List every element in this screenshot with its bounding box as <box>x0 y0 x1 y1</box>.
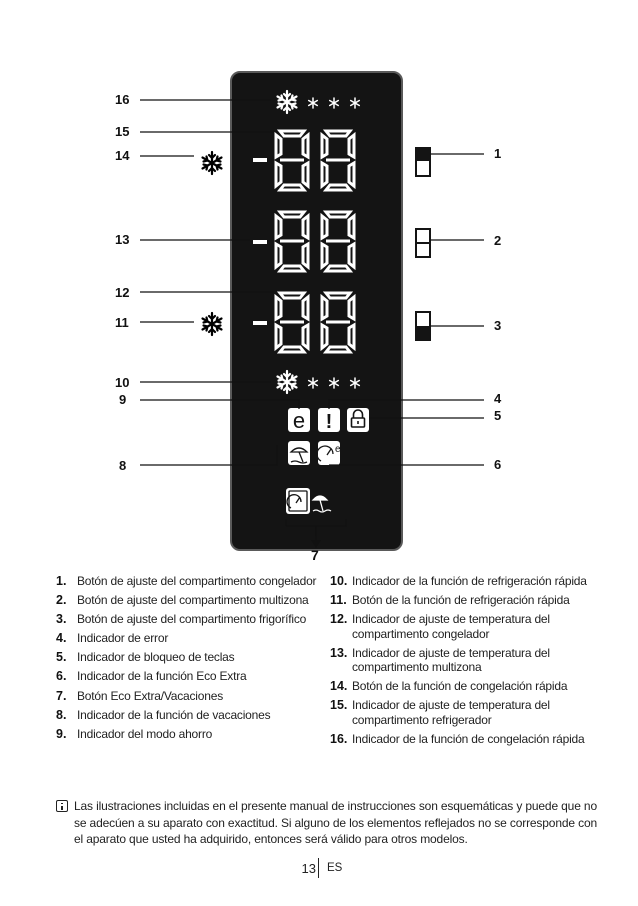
legend-number: 14. <box>330 679 348 694</box>
legend-number: 13. <box>330 645 348 660</box>
legend-item <box>56 727 324 742</box>
fast-freeze-button-snowflake <box>203 152 222 174</box>
multizone-adjust-button[interactable] <box>416 229 430 257</box>
legend-item <box>330 732 592 747</box>
fridge-adjust-button[interactable] <box>416 312 430 340</box>
callout-14: 14 <box>115 148 130 163</box>
legend-item <box>330 593 592 608</box>
callout-3: 3 <box>494 318 502 333</box>
svg-text:e: e <box>335 444 341 455</box>
legend-number: 11. <box>330 593 347 608</box>
minus-segment <box>253 240 267 244</box>
info-icon <box>56 800 68 812</box>
legend-number: 6. <box>56 669 67 684</box>
legend-number: 12. <box>330 612 348 627</box>
legend-item <box>330 646 592 675</box>
legend-item <box>56 669 324 684</box>
legend-left-column <box>56 574 324 746</box>
callout-6: 6 <box>494 457 502 472</box>
callout-15: 15 <box>115 124 130 139</box>
eco-mode-icon: e <box>292 408 306 433</box>
legend-item <box>330 698 592 727</box>
minus-segment <box>253 321 267 325</box>
legend-text: Botón de la función de congelación rápida <box>352 679 568 694</box>
legend-number: 1. <box>56 574 67 588</box>
page-footer <box>0 858 638 878</box>
freezer-adjust-button[interactable] <box>416 148 430 176</box>
callout-5: 5 <box>494 408 502 423</box>
legend-item <box>330 679 592 694</box>
callout-9: 9 <box>119 392 127 407</box>
legend-item <box>330 612 592 641</box>
legend-text: Indicador de la función de congelación rápida <box>352 732 585 747</box>
fast-cool-button-snowflake <box>203 313 222 335</box>
legend-text: Indicador de la función de vacaciones <box>77 707 271 722</box>
legend-item <box>56 631 324 646</box>
legend-text: Botón de la función de refrigeración rápida <box>352 593 570 608</box>
legend-text: Botón Eco Extra/Vacaciones <box>77 688 223 703</box>
minus-segment <box>253 158 267 162</box>
footer-divider <box>318 858 319 878</box>
note-text: Las ilustraciones incluidas en el presente manual de instrucciones son esquemáticas y puede que no se adecúen a su aparato con exactitud. Si alguno de los elementos reflejados no se corresponde con el aparato que usted ha adquirido, entonces será válido para otros modelos. <box>74 799 597 846</box>
callout-7: 7 <box>311 547 319 563</box>
legend-item <box>56 612 324 627</box>
legend-item <box>56 689 324 704</box>
display-panel <box>231 72 402 550</box>
legend-text: Indicador de ajuste de temperatura del compartimento congelador <box>352 612 550 641</box>
callout-10: 10 <box>115 375 130 390</box>
legend-number: 5. <box>56 650 67 665</box>
legend-number: 8. <box>56 707 67 722</box>
legend-text: Botón de ajuste del compartimento multizona <box>77 593 309 608</box>
legend-number: 16. <box>330 732 348 747</box>
legend-text: Botón de ajuste del compartimento frigorífico <box>77 612 307 627</box>
legend-number: 4. <box>56 631 67 646</box>
legend-number: 2. <box>56 593 67 608</box>
legend-item <box>56 593 324 608</box>
language-code: ES <box>327 862 343 874</box>
legend-right-column <box>330 574 592 751</box>
legend-number: 3. <box>56 612 67 627</box>
callout-12: 12 <box>115 285 130 300</box>
callout-13: 13 <box>115 232 130 247</box>
error-icon: ! <box>325 411 333 433</box>
callout-2: 2 <box>494 233 502 248</box>
legend-text: Indicador del modo ahorro <box>77 726 213 741</box>
lock-icon-box <box>347 408 369 432</box>
legend-number: 15. <box>330 698 348 713</box>
callout-8: 8 <box>119 458 127 473</box>
legend-text: Indicador de la función de refrigeración rápida <box>352 574 587 588</box>
legend-number: 7. <box>56 688 67 703</box>
legend-number: 9. <box>56 726 67 741</box>
legend-text: Indicador de error <box>77 631 169 646</box>
callout-16: 16 <box>115 92 130 107</box>
legend-number: 10. <box>330 574 348 588</box>
legend-text: Indicador de ajuste de temperatura del compartimento refrigerador <box>352 698 550 727</box>
legend-item <box>56 574 324 589</box>
legend-item <box>56 650 324 665</box>
legend-text: Botón de ajuste del compartimento congelador <box>77 574 317 588</box>
callout-11: 11 <box>115 315 129 330</box>
legend-text: Indicador de bloqueo de teclas <box>77 650 235 665</box>
callout-4: 4 <box>494 391 502 406</box>
info-note <box>56 798 600 848</box>
legend-item <box>330 574 592 589</box>
legend-text: Indicador de ajuste de temperatura del compartimento multizona <box>352 645 550 675</box>
callout-1: 1 <box>494 146 502 161</box>
legend-text: Indicador de la función Eco Extra <box>77 669 247 684</box>
page-number: 13 <box>301 861 316 876</box>
legend-item <box>56 708 324 723</box>
